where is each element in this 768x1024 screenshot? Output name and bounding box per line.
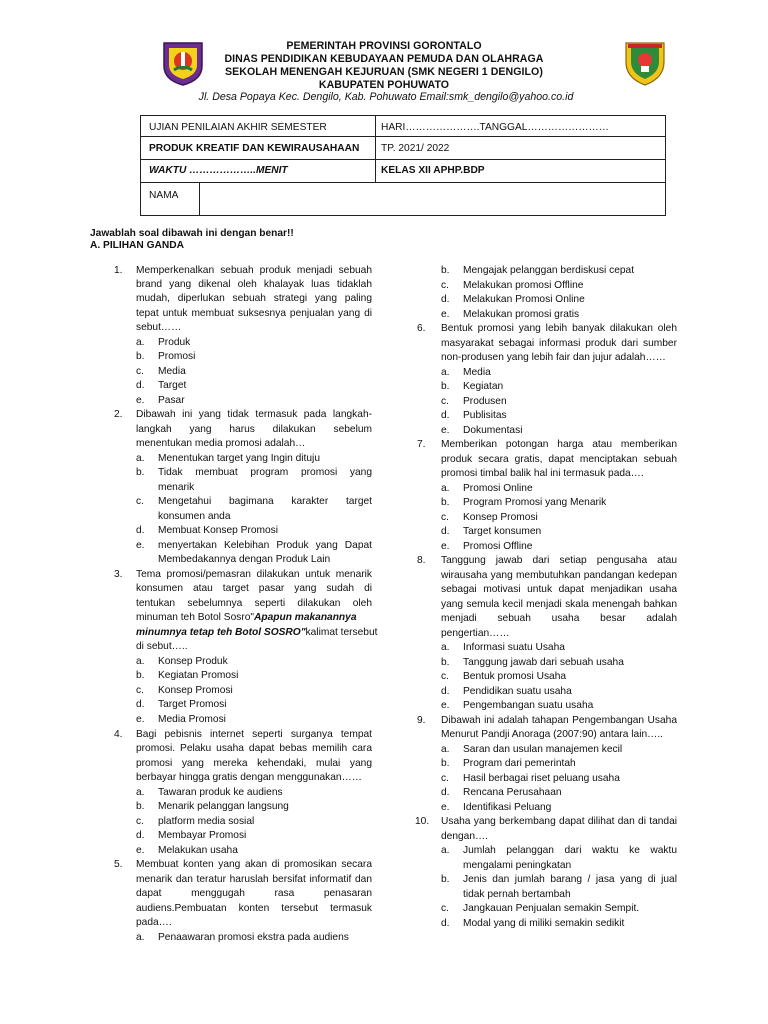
question-text: dengan…. bbox=[441, 831, 489, 842]
answer-option: Identifikasi Peluang bbox=[463, 802, 552, 813]
question-text: produk secara gratis, dapat menciptakan sebuah bbox=[441, 454, 677, 465]
answer-option: Melakukan usaha bbox=[158, 845, 238, 856]
answer-option: Modal yang di miliki semakin sedikit bbox=[463, 918, 625, 929]
option-letter: d. bbox=[441, 686, 450, 697]
question-text: menarik dan teratur haruslah bersifat informatif dan bbox=[136, 874, 372, 885]
option-letter: c. bbox=[136, 816, 144, 827]
option-letter: a. bbox=[136, 656, 145, 667]
answer-option: Target konsumen bbox=[463, 526, 542, 537]
option-letter: d. bbox=[441, 918, 450, 929]
option-letter: a. bbox=[441, 845, 450, 856]
question-text: sebut…… bbox=[136, 322, 182, 333]
name-label: NAMA bbox=[149, 190, 179, 201]
question-text: tentukan sebelumnya seperti dilakukan oleh bbox=[136, 598, 372, 609]
exam-school-year: TP. 2021/ 2022 bbox=[381, 143, 450, 154]
answer-option: Konsep Promosi bbox=[158, 685, 233, 696]
question-text: Memberikan potongan harga atau memberikan bbox=[441, 439, 677, 450]
option-letter: d. bbox=[441, 787, 450, 798]
option-letter: b. bbox=[441, 657, 450, 668]
answer-option: Media bbox=[463, 367, 491, 378]
question-number: 6. bbox=[417, 323, 426, 334]
answer-option: Bentuk promosi Usaha bbox=[463, 671, 567, 682]
option-letter: e. bbox=[441, 700, 450, 711]
question-text: Tanggung jawab dari setiap pengusaha atau bbox=[441, 555, 677, 566]
option-letter: d. bbox=[441, 410, 450, 421]
option-letter: c. bbox=[136, 496, 144, 507]
option-letter: a. bbox=[136, 337, 145, 348]
question-text: pengertian…… bbox=[441, 628, 510, 639]
question-text: konsumen atau target pasar yang sudah di bbox=[136, 583, 372, 594]
question-text: Dibawah ini yang tidak termasuk pada langkah- bbox=[136, 409, 372, 420]
option-letter: a. bbox=[441, 642, 450, 653]
option-letter: c. bbox=[136, 366, 144, 377]
answer-option: Membedakannya dengan Produk Lain bbox=[158, 554, 331, 565]
answer-option: Target bbox=[158, 380, 187, 391]
question-number: 4. bbox=[114, 729, 123, 740]
option-letter: a. bbox=[136, 787, 145, 798]
option-letter: d. bbox=[136, 699, 145, 710]
question-number: 9. bbox=[417, 715, 426, 726]
option-letter: b. bbox=[441, 381, 450, 392]
answer-option: Dokumentasi bbox=[463, 425, 523, 436]
instruction-text: Jawablah soal dibawah ini dengan benar!! bbox=[90, 228, 294, 239]
option-letter: b. bbox=[136, 670, 145, 681]
question-text: menentukan media promosi adalah… bbox=[136, 438, 306, 449]
option-letter: b. bbox=[441, 874, 450, 885]
question-number: 8. bbox=[417, 555, 426, 566]
header-regency: KABUPATEN POHUWATO bbox=[318, 79, 450, 91]
answer-option: Program dari pemerintah bbox=[463, 758, 576, 769]
slogan-text: Apapun makanannya bbox=[254, 612, 357, 623]
question-number: 7. bbox=[417, 439, 426, 450]
option-letter: b. bbox=[136, 351, 145, 362]
option-letter: d. bbox=[441, 294, 450, 305]
answer-option: Membayar Promosi bbox=[158, 830, 247, 841]
answer-option: platform media sosial bbox=[158, 816, 255, 827]
option-letter: e. bbox=[136, 714, 145, 725]
question-text: di sebut….. bbox=[136, 641, 188, 652]
question-text: masyarakat sebagai informasi produk dari sumber bbox=[441, 338, 677, 349]
answer-option: Saran dan usulan manajemen kecil bbox=[463, 744, 623, 755]
question-text: brand yang dikenal oleh khalayak luas tidaklah bbox=[136, 279, 372, 290]
answer-option: Konsep Produk bbox=[158, 656, 228, 667]
question-text: promosi yang mereka kehendaki, mulai yang bbox=[136, 758, 372, 769]
question-text: wirausaha yang membutuhkan pandangan kedepan bbox=[441, 570, 677, 581]
answer-option: Mengetahui bagimana karakter target bbox=[158, 496, 372, 507]
answer-option: Jumlah pelanggan dari waktu ke waktu bbox=[463, 845, 677, 856]
option-letter: a. bbox=[441, 367, 450, 378]
answer-option: Membuat Konsep Promosi bbox=[158, 525, 279, 536]
option-letter: c. bbox=[441, 773, 449, 784]
answer-option: menarik bbox=[158, 482, 195, 493]
header-department: DINAS PENDIDIKAN KEBUDAYAAN PEMUDA DAN OLAHRAGA bbox=[224, 53, 544, 65]
question-text-line bbox=[136, 611, 356, 626]
exam-day-date: HARI………………….TANGGAL…………………… bbox=[381, 122, 609, 133]
answer-option: Mengajak pelanggan berdiskusi cepat bbox=[463, 265, 635, 276]
exam-title: UJIAN PENILAIAN AKHIR SEMESTER bbox=[149, 122, 327, 133]
question-text: Bagi pebisnis internet seperti surganya tempat bbox=[136, 729, 372, 740]
option-letter: c. bbox=[441, 512, 449, 523]
question-number: 2. bbox=[114, 409, 123, 420]
question-text: Dibawah ini adalah tahapan Pengembangan Usaha bbox=[441, 715, 677, 726]
answer-option: Kegiatan bbox=[463, 381, 504, 392]
option-letter: a. bbox=[441, 744, 450, 755]
answer-option: Tawaran produk ke audiens bbox=[158, 787, 283, 798]
option-letter: d. bbox=[136, 830, 145, 841]
option-letter: e. bbox=[441, 425, 450, 436]
answer-option: Produsen bbox=[463, 396, 507, 407]
option-letter: a. bbox=[136, 453, 145, 464]
answer-option: Target Promosi bbox=[158, 699, 227, 710]
option-letter: c. bbox=[441, 280, 449, 291]
answer-option: Promosi Online bbox=[463, 483, 533, 494]
exam-class: KELAS XII APHP.BDP bbox=[381, 165, 485, 176]
option-letter: e. bbox=[136, 395, 145, 406]
question-text: yang semula kecil menjadi skala menengah bahkan bbox=[441, 599, 677, 610]
answer-option: Penaawaran promosi ekstra pada audiens bbox=[158, 932, 349, 943]
option-letter: e. bbox=[136, 845, 145, 856]
option-letter: b. bbox=[441, 265, 450, 276]
question-text: promosi timbal balik hal ini termasuk pada…. bbox=[441, 468, 644, 479]
header-government: PEMERINTAH PROVINSI GORONTALO bbox=[286, 40, 482, 52]
answer-option: Jenis dan jumlah barang / jasa yang di jual bbox=[463, 874, 677, 885]
answer-option: Pasar bbox=[158, 395, 185, 406]
answer-option: Program Promosi yang Menarik bbox=[463, 497, 607, 508]
question-text: tepat untuk membuat suksesnya penjualan yang di bbox=[136, 308, 372, 319]
question-text: Membuat konten yang akan di promosikan secara bbox=[136, 859, 372, 870]
header-school: SEKOLAH MENENGAH KEJURUAN (SMK NEGERI 1 DENGILO) bbox=[225, 66, 543, 78]
question-text: dapat menggugah rasa penasaran bbox=[136, 888, 372, 899]
question-text: menjadi sebuah usaha besar adalah bbox=[441, 613, 677, 624]
question-text: pada…. bbox=[136, 917, 172, 928]
answer-option: Promosi bbox=[158, 351, 196, 362]
answer-option: Melakukan promosi gratis bbox=[463, 309, 580, 320]
question-text: berbayar hingga gratis dengan menggunakan…… bbox=[136, 772, 362, 783]
slogan-text: minumnya tetap teh Botol SOSRO" bbox=[136, 627, 306, 638]
option-letter: d. bbox=[441, 526, 450, 537]
answer-option: Media Promosi bbox=[158, 714, 226, 725]
question-number: 1. bbox=[114, 265, 123, 276]
answer-option: Rencana Perusahaan bbox=[463, 787, 562, 798]
option-letter: e. bbox=[441, 541, 450, 552]
answer-option: Jangkauan Penjualan semakin Sempit. bbox=[463, 903, 640, 914]
answer-option: Pengembangan suatu usaha bbox=[463, 700, 594, 711]
question-text: Tema promosi/pemasran dilakukan untuk menarik bbox=[136, 569, 372, 580]
option-letter: b. bbox=[136, 801, 145, 812]
option-letter: a. bbox=[441, 483, 450, 494]
answer-option: Produk bbox=[158, 337, 191, 348]
option-letter: a. bbox=[136, 932, 145, 943]
question-text: audiens.Pembuatan konten tersebut termasuk bbox=[136, 903, 372, 914]
question-text: promosi. Pelaku usaha dapat bebas memilih cara bbox=[136, 743, 372, 754]
question-text: kalimat tersebut bbox=[305, 627, 378, 638]
option-letter: c. bbox=[441, 671, 449, 682]
question-text: Bentuk promosi yang lebih banyak dilakukan oleh bbox=[441, 323, 677, 334]
option-letter: b. bbox=[136, 467, 145, 478]
exam-info-box bbox=[140, 115, 666, 216]
answer-option: Promosi Offline bbox=[463, 541, 533, 552]
answer-option: Kegiatan Promosi bbox=[158, 670, 239, 681]
header-address: Jl. Desa Popaya Kec. Dengilo, Kab. Pohuwato Email:smk_dengilo@yahoo.co.id bbox=[198, 91, 574, 103]
answer-option: Menarik pelanggan langsung bbox=[158, 801, 289, 812]
answer-option: tidak pernah bertambah bbox=[463, 889, 571, 900]
answer-option: Melakukan promosi Offline bbox=[463, 280, 584, 291]
question-text: non-produsen yang lebih fair dan jujur adalah…… bbox=[441, 352, 666, 363]
question-text: Menurut Pandji Anoraga (2007:90) antara lain….. bbox=[441, 729, 664, 740]
section-heading: A. PILIHAN GANDA bbox=[90, 240, 184, 251]
option-letter: d. bbox=[136, 380, 145, 391]
answer-option: Tidak membuat program promosi yang bbox=[158, 467, 372, 478]
answer-option: Media bbox=[158, 366, 186, 377]
question-text: mudah, diperlukan sebuah strategi yang paling bbox=[136, 293, 372, 304]
option-letter: b. bbox=[441, 497, 450, 508]
answer-option: Melakukan Promosi Online bbox=[463, 294, 585, 305]
question-text: sebagai motivasi untuk dapat menjadikan usaha bbox=[441, 584, 677, 595]
exam-subject: PRODUK KREATIF DAN KEWIRAUSAHAAN bbox=[149, 143, 360, 154]
question-text: Memperkenalkan sebuah produk menjadi sebuah bbox=[136, 265, 372, 276]
question-text-line bbox=[136, 626, 377, 641]
option-letter: c. bbox=[441, 903, 449, 914]
exam-duration: WAKTU ………………..MENIT bbox=[149, 165, 288, 176]
question-text: minuman teh Botol Sosro" bbox=[136, 612, 255, 623]
question-text: langkah yang harus dilakukan sebelum bbox=[136, 424, 372, 435]
answer-option: Publisitas bbox=[463, 410, 507, 421]
answer-option: Informasi suatu Usaha bbox=[463, 642, 565, 653]
question-number: 10. bbox=[415, 816, 430, 827]
question-number: 5. bbox=[114, 859, 123, 870]
option-letter: e. bbox=[441, 309, 450, 320]
answer-option: Tanggung jawab dari sebuah usaha bbox=[463, 657, 624, 668]
answer-option: menyertakan Kelebihan Produk yang Dapat bbox=[158, 540, 372, 551]
question-text: Usaha yang berkembang dapat dilihat dan di tandai bbox=[441, 816, 677, 827]
option-letter: e. bbox=[441, 802, 450, 813]
answer-option: Hasil berbagai riset peluang usaha bbox=[463, 773, 620, 784]
answer-option: mengalami peningkatan bbox=[463, 860, 572, 871]
option-letter: e. bbox=[136, 540, 145, 551]
answer-option: Konsep Promosi bbox=[463, 512, 538, 523]
question-number: 3. bbox=[114, 569, 123, 580]
answer-option: Pendidikan suatu usaha bbox=[463, 686, 572, 697]
option-letter: c. bbox=[441, 396, 449, 407]
option-letter: d. bbox=[136, 525, 145, 536]
answer-option: konsumen anda bbox=[158, 511, 231, 522]
option-letter: b. bbox=[441, 758, 450, 769]
option-letter: c. bbox=[136, 685, 144, 696]
answer-option: Menentukan target yang Ingin dituju bbox=[158, 453, 320, 464]
